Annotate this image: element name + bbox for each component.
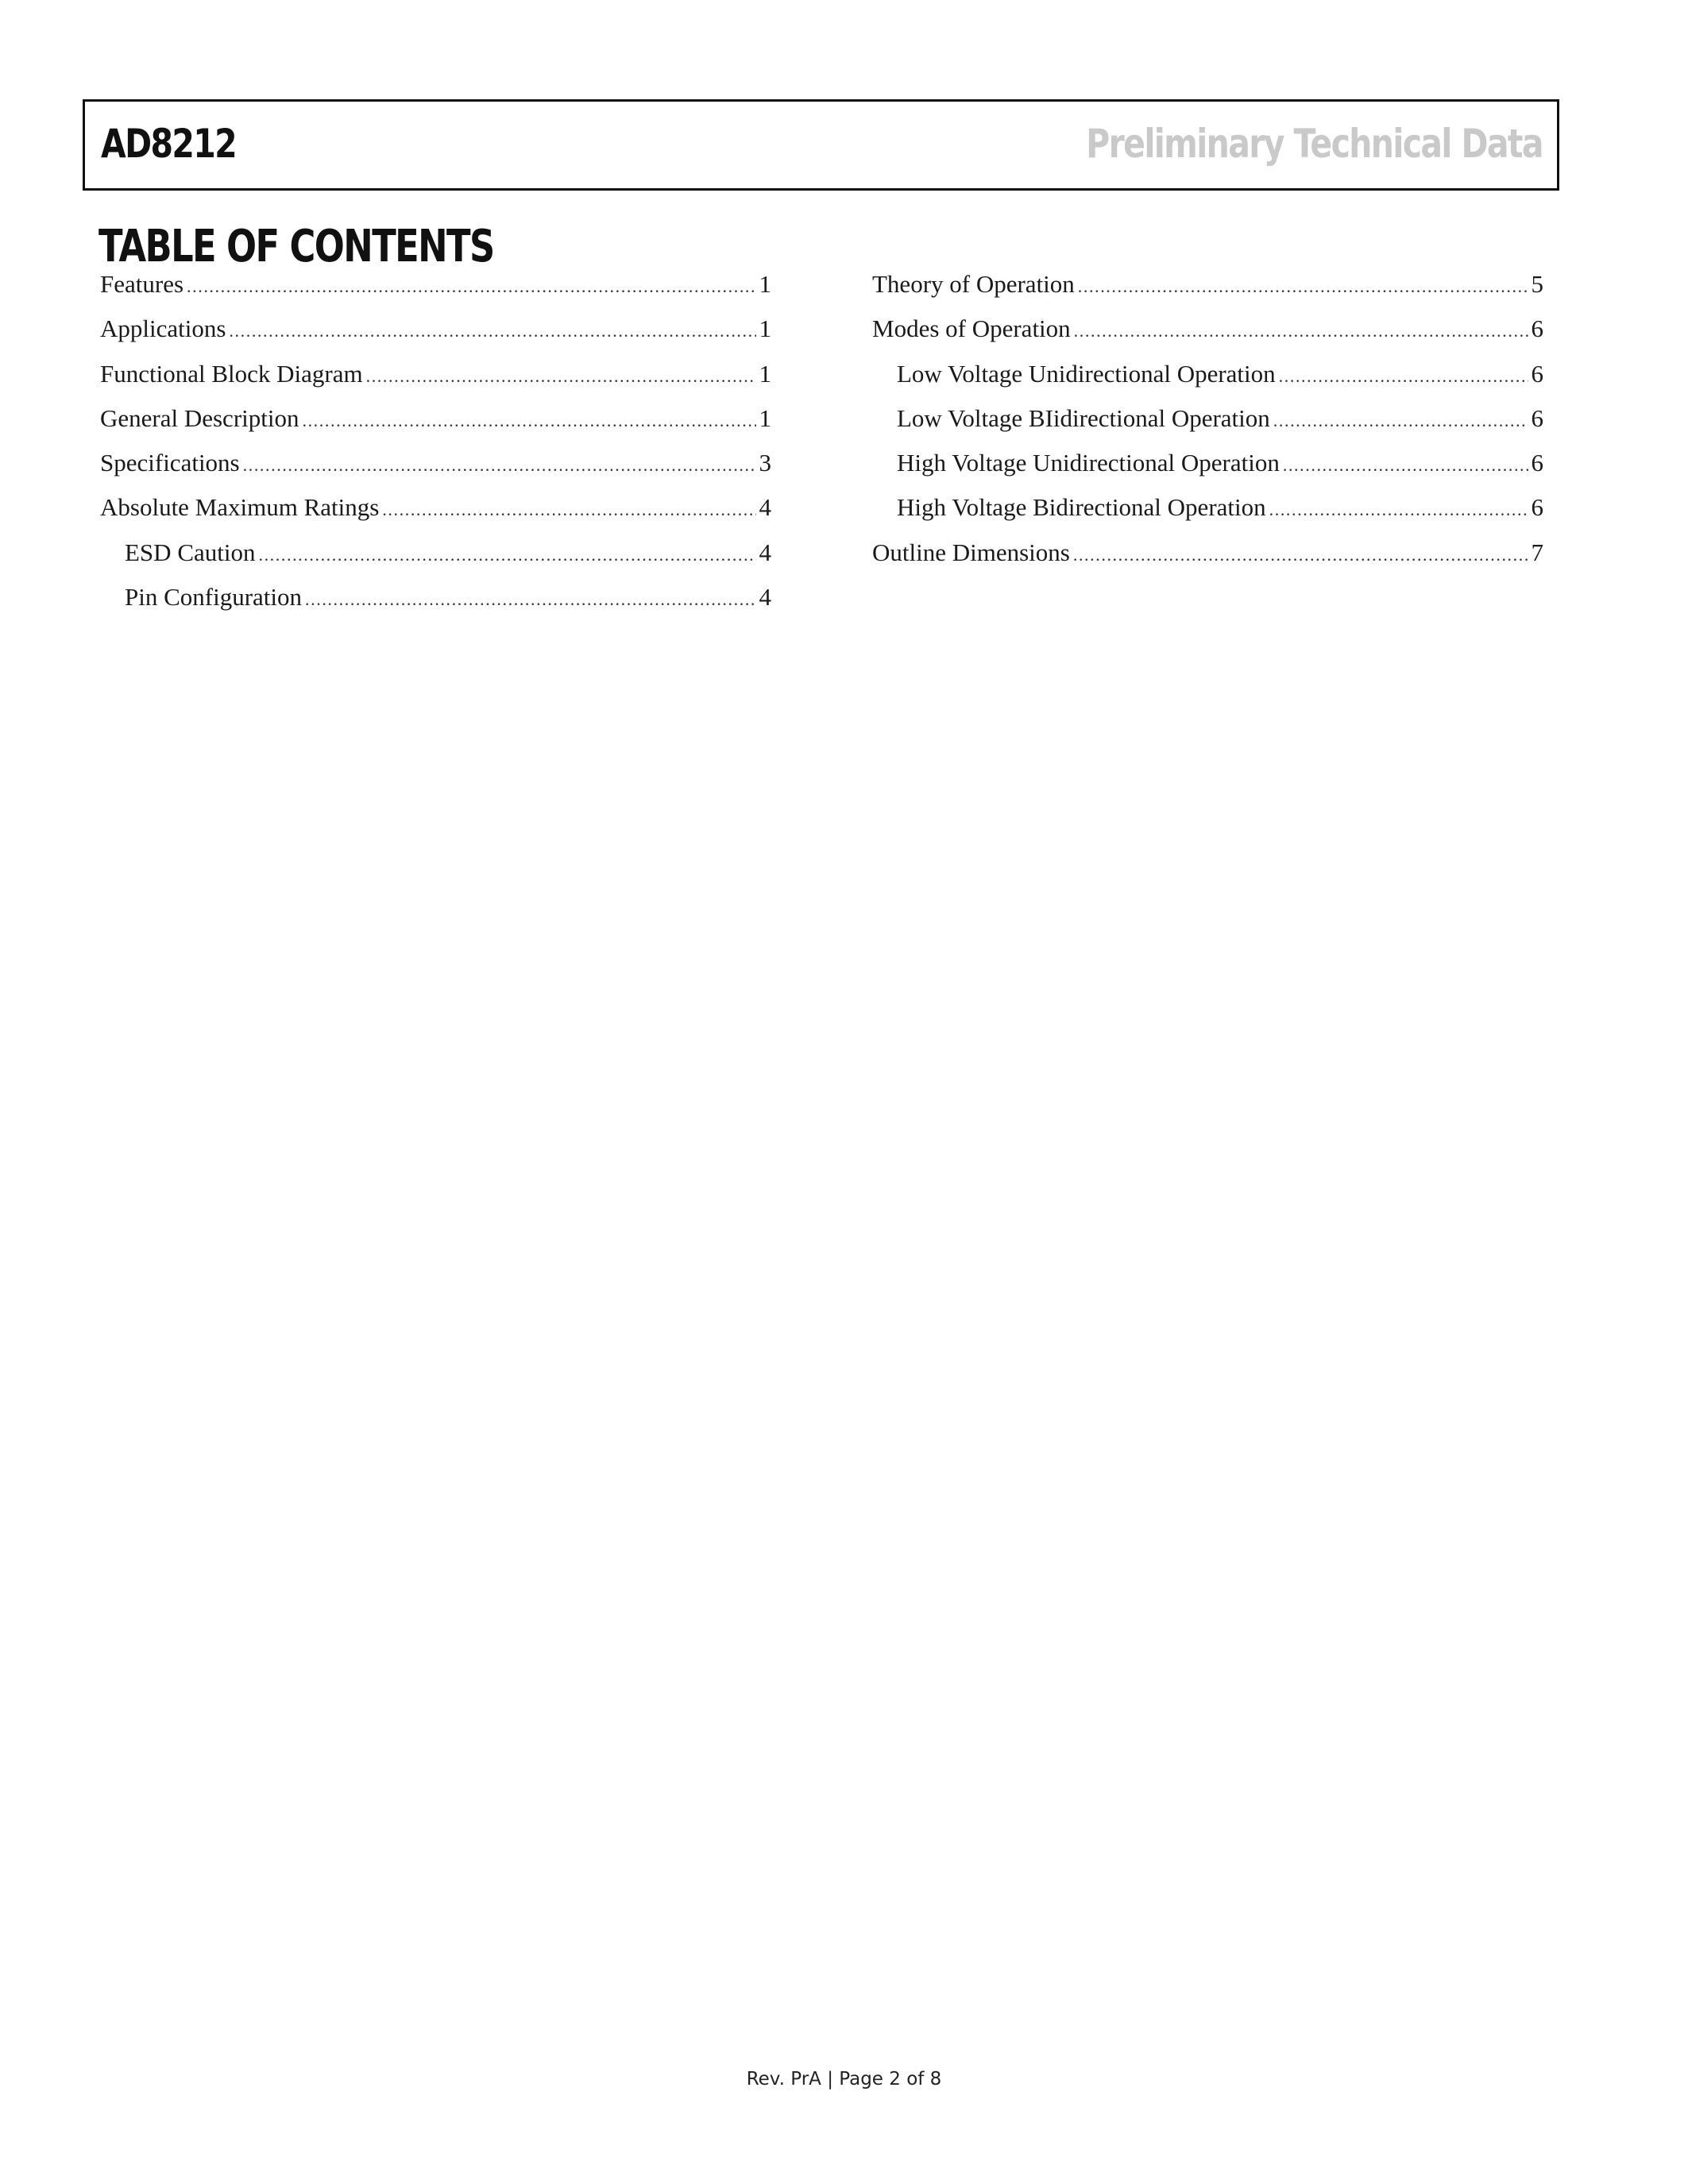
toc-entry-absolute-maximum-ratings[interactable] [100, 493, 771, 538]
toc-dot-leader [1269, 500, 1528, 520]
toc-left-column [100, 270, 771, 627]
toc-entry-title: Low Voltage Unidirectional Operation [897, 359, 1276, 388]
toc-entry-title: Absolute Maximum Ratings [100, 493, 380, 522]
toc-entry-title: Specifications [100, 449, 240, 477]
toc-entry-features[interactable] [100, 270, 771, 314]
page-footer: Rev. PrA | Page 2 of 8 [746, 2069, 942, 2089]
toc-dot-leader [229, 321, 755, 341]
toc-entry-title: Modes of Operation [872, 314, 1071, 343]
toc-dot-leader [1073, 545, 1528, 565]
toc-entry-page: 4 [759, 493, 771, 522]
toc-dot-leader [1279, 366, 1528, 387]
toc-entry-low-voltage-bidirectional[interactable] [872, 404, 1543, 449]
toc-entry-page: 7 [1531, 538, 1543, 566]
toc-dot-leader [382, 500, 755, 520]
toc-entry-outline-dimensions[interactable] [872, 538, 1543, 583]
toc-entry-page: 5 [1531, 270, 1543, 298]
toc-entry-low-voltage-unidirectional[interactable] [872, 360, 1543, 404]
toc-dot-leader [366, 366, 756, 387]
part-number: AD8212 [101, 121, 237, 167]
toc-dot-leader [243, 455, 756, 476]
toc-dot-leader [1273, 411, 1528, 431]
toc-entry-modes-of-operation[interactable] [872, 314, 1543, 359]
toc-dot-leader [305, 589, 755, 610]
toc-dot-leader [1078, 276, 1528, 297]
toc-entry-page: 6 [1531, 493, 1543, 522]
toc-entry-title: Features [100, 270, 184, 298]
toc-entry-theory-of-operation[interactable] [872, 270, 1543, 314]
toc-entry-page: 6 [1531, 359, 1543, 388]
toc-entry-page: 4 [759, 538, 771, 566]
toc-entry-title: Pin Configuration [125, 583, 303, 612]
toc-dot-leader [302, 411, 755, 431]
toc-entry-page: 1 [759, 359, 771, 388]
toc-heading: TABLE OF CONTENTS [98, 221, 494, 272]
toc-entry-title: High Voltage Bidirectional Operation [897, 493, 1266, 522]
toc-entry-page: 1 [759, 270, 771, 298]
toc-entry-title: Applications [100, 314, 226, 343]
toc-entry-title: General Description [100, 403, 299, 432]
toc-entry-page: 6 [1531, 403, 1543, 432]
document-status: Preliminary Technical Data [1086, 121, 1543, 167]
toc-entry-functional-block-diagram[interactable] [100, 360, 771, 404]
toc-dot-leader [258, 545, 755, 565]
toc-entry-applications[interactable] [100, 314, 771, 359]
toc-right-column [872, 270, 1543, 583]
toc-entry-high-voltage-unidirectional[interactable] [872, 449, 1543, 493]
toc-entry-title: Outline Dimensions [872, 538, 1070, 566]
toc-entry-page: 6 [1531, 314, 1543, 343]
toc-entry-title: Functional Block Diagram [100, 359, 363, 388]
toc-entry-title: ESD Caution [125, 538, 256, 566]
toc-entry-general-description[interactable] [100, 404, 771, 449]
toc-entry-esd-caution[interactable] [100, 538, 771, 583]
header-box [83, 99, 1559, 191]
toc-entry-title: Theory of Operation [872, 270, 1075, 298]
toc-dot-leader [1283, 455, 1528, 476]
toc-entry-high-voltage-bidirectional[interactable] [872, 493, 1543, 538]
toc-dot-leader [1074, 321, 1528, 341]
toc-entry-pin-configuration[interactable] [100, 583, 771, 627]
toc-entry-page: 4 [759, 583, 771, 612]
toc-entry-page: 6 [1531, 449, 1543, 477]
toc-entry-title: Low Voltage BIidirectional Operation [897, 403, 1270, 432]
toc-entry-page: 3 [759, 449, 771, 477]
toc-entry-page: 1 [759, 314, 771, 343]
toc-entry-page: 1 [759, 403, 771, 432]
toc-entry-specifications[interactable] [100, 449, 771, 493]
toc-entry-title: High Voltage Unidirectional Operation [897, 449, 1280, 477]
toc-dot-leader [187, 276, 755, 297]
